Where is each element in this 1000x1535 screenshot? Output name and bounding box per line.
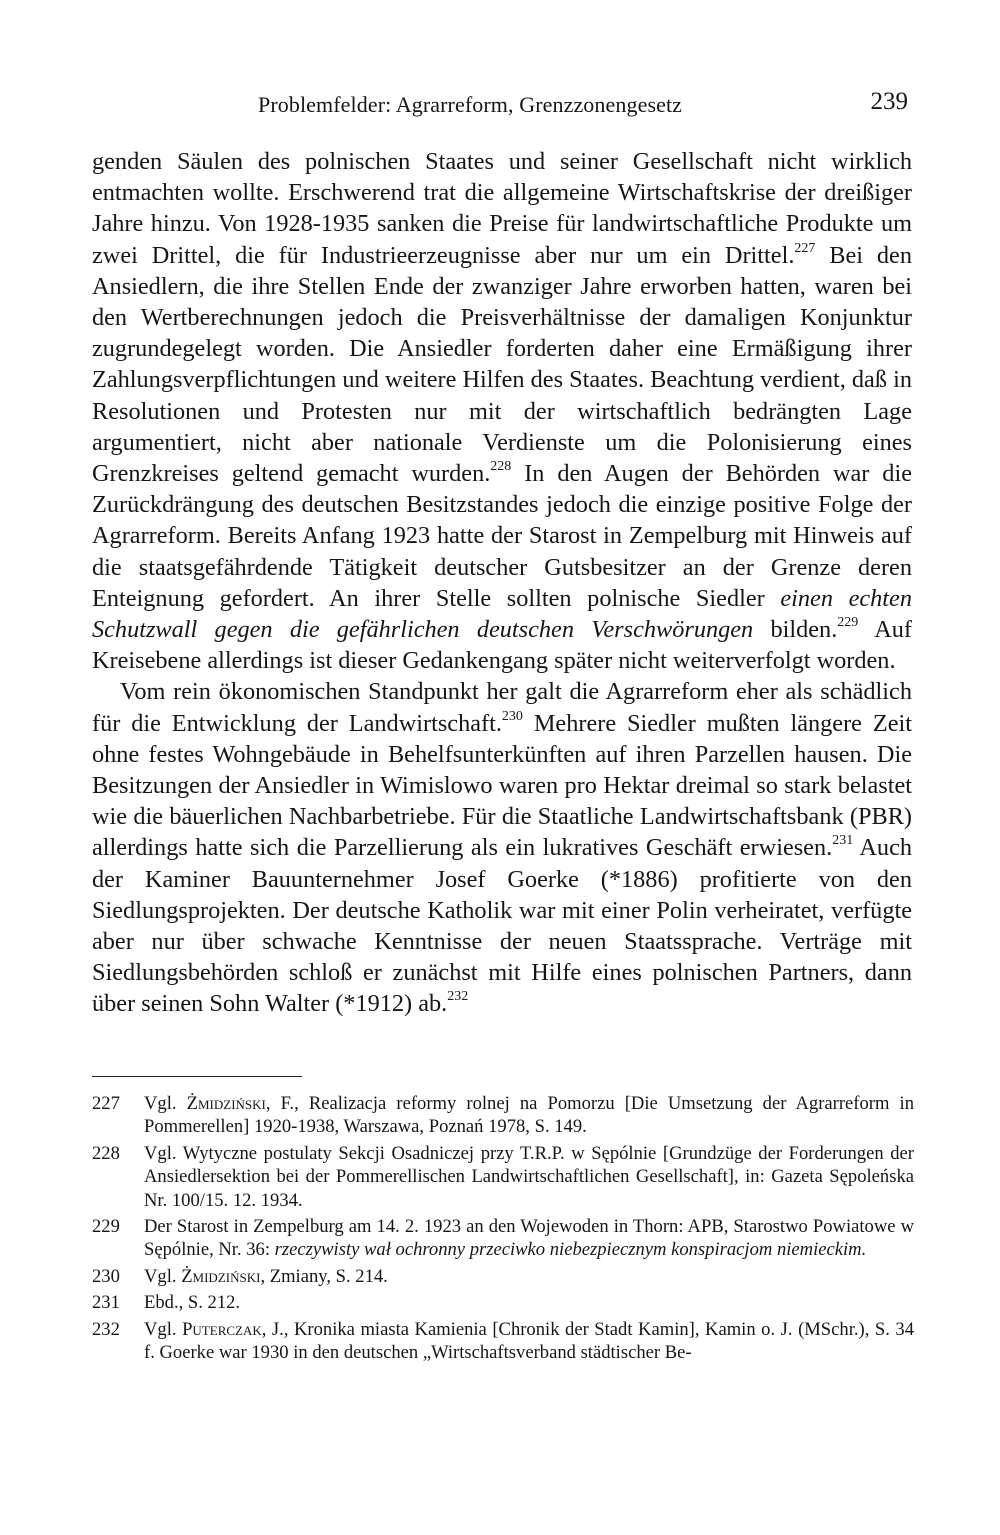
text-segment: Mehrere Siedler mußten längere Zeit ohne festes Wohngebäude in Behelfsunterkünften auf ihren Parzellen hausen. Die Besitzungen der Ansiedler in Wimislowo waren pro Hektar dreimal so stark belastet wie die bäuerlichen Nachbarbetriebe. Für die Staatliche Landwirtschaftsbank (PBR) allerdings hatte sich die Parzellierung als ein lukratives Geschäft erwiesen. [92,709,912,862]
footnote-body: Der Starost in Zempelburg am 14. 2. 1923 an den Wojewoden in Thorn: APB, Starostwo Powiatowe w Sępólnie, Nr. 36: [144,1216,914,1261]
text-segment: Auf Kreisebene allerdings ist dieser Gedankengang später nicht weiterverfolgt worden. [92,616,912,675]
footnote-232 [92,1318,914,1365]
footnote-ref-227: 227 [794,240,816,256]
page-number: 239 [870,88,908,115]
body-text [92,146,912,1020]
italic-quote: einen echten Schutzwall gegen die gefährlichen deutschen Verschwörungen [92,584,912,644]
footnote-body: , J., Kronika miasta Kamienia [Chronik der Stadt Kamin], Kamin o. J. (MSchr.), S. 34 f. Goerke war 1930 in den deutschen „Wirtschaftsverband städtischer Be- [144,1318,915,1364]
footnote-ref-228: 228 [490,458,512,474]
footnote-divider [92,1076,302,1077]
footnote-author: Puterczak [182,1318,262,1340]
footnote-body: , F., Realizacja reformy rolnej na Pomorzu [Die Umsetzung der Agrarreform in Pommerellen] 1920-1938, Warszawa, Poznań 1978, S. 149. [144,1093,914,1138]
footnote-227 [92,1092,914,1139]
footnote-number: 230 [92,1265,120,1287]
footnote-ref-231: 231 [832,833,854,849]
footnote-text [144,1318,914,1365]
footnote-body: Vgl. Wytyczne postulaty Sekcji Osadniczej przy T.R.P. w Sępólnie [Grundzüge der Forderungen der Ansiedlersektion bei der Pommerellischen Landwirtschaftlichen Gesellschaft], in: Gazeta Sępoleńska Nr. 100/15. 12. 1934. [144,1142,914,1211]
footnote-number: 229 [92,1216,120,1238]
footnote-ref-232: 232 [447,989,469,1005]
text-segment: Bei den Ansiedlern, die ihre Stellen Ende der zwanziger Jahre erworben hatten, waren bei den Wertberechnungen jedoch die Preisverhältnisse der damaligen Konjunktur zugrundegelegt worden. Die Ansiedler forderten daher eine Ermäßigung ihrer Zahlungsverpflichtungen und weitere Hilfen des Staates. Beachtung verdient, daß in Resolutionen und Protesten nur mit der wirtschaftlich bedrängten Lage argumentiert, nicht aber nationale Verdienste um die Polonisierung eines Grenzkreises geltend gemacht wurden. [92,241,912,488]
footnote-229 [92,1215,914,1262]
footnote-number: 228 [92,1142,120,1164]
running-title: Problemfelder: Agrarreform, Grenzzonengesetz [258,92,683,117]
footnote-text [144,1265,914,1288]
text-segment: genden Säulen des polnischen Staates und seiner Gesellschaft nicht wirklich entmachten wollte. Erschwerend trat die allgemeine Wirtschaftskrise der dreißiger Jahre hinzu. Von 1928-1935 sanken die Preise für landwirtschaftliche Produkte um zwei Drittel, die für Industrieerzeugnisse aber nur um ein Drittel. [92,148,912,269]
footnote-number: 232 [92,1318,120,1340]
footnote-text [144,1291,914,1314]
footnote-number: 227 [92,1093,120,1114]
footnote-number: 231 [92,1292,120,1314]
footnote-author: Żmidziński [186,1093,266,1114]
text-segment: In den Augen der Behörden war die Zurückdrängung des deutschen Besitzstandes jedoch die einzige positive Folge der Agrarreform. Bereits Anfang 1923 hatte der Starost in Zempelburg mit Hinweis auf die staatsgefährdende Tätigkeit deutscher Gutsbesitzer an der Grenze deren Enteignung gefordert. An ihrer Stelle sollten polnische Siedler [92,460,912,612]
footnote-author: Żmidziński [181,1265,261,1287]
footnote-text [144,1092,914,1139]
footnote-prefix: Vgl. [144,1093,187,1114]
paragraph-2 [92,676,912,1019]
footnote-231 [92,1291,914,1314]
footnote-228 [92,1142,914,1212]
paragraph-1 [92,146,912,676]
text-segment: bilden. [753,616,838,644]
footnote-body: , Zmiany, S. 214. [260,1265,388,1287]
footnote-ref-230: 230 [501,708,523,724]
footnote-prefix: Vgl. [144,1318,183,1340]
footnotes [92,1092,914,1367]
footnote-body: Ebd., S. 212. [144,1292,241,1314]
footnote-text [144,1142,914,1212]
text-segment: Vom rein ökonomischen Standpunkt her galt die Agrarreform eher als schädlich für die Entwicklung der Landwirtschaft. [92,678,912,737]
footnote-ref-229: 229 [837,614,859,630]
footnote-prefix: Vgl. [144,1265,182,1287]
footnote-text [144,1215,914,1262]
text-segment: Auch der Kaminer Bauunternehmer Josef Goerke (*1886) profitierte von den Siedlungsprojekten. Der deutsche Katholik war mit einer Polin verheiratet, verfügte aber nur über schwache Kenntnisse der neuen Staatssprache. Verträge mit Siedlungsbehörden schloß er zunächst mit Hilfe eines polnischen Partners, dann über seinen Sohn Walter (*1912) ab. [92,834,912,1018]
footnote-230 [92,1265,914,1288]
footnote-italic-quote: rzeczywisty wał ochronny przeciwko niebezpiecznym konspiracjom niemieckim. [274,1239,867,1261]
